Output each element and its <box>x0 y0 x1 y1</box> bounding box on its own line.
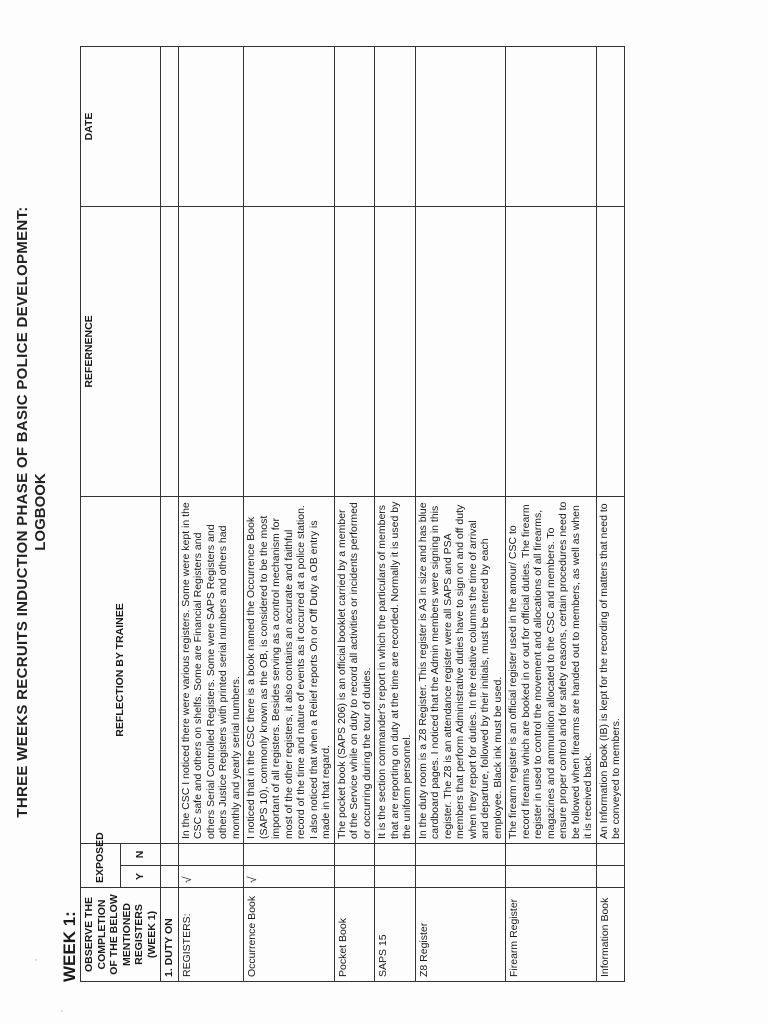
reference-cell <box>334 207 375 497</box>
logbook-table <box>80 46 625 982</box>
table-row <box>596 47 624 982</box>
reflection-text: In the CSC I noticed there were various registers. Some were kept in the CSC safe and others on shelfs. Some are Financial Registers and others Serial Controlled Registers. Some were SAPS Registers and others Justice Registers with printed serial numbers and others had monthly and yearly serial numbers. <box>178 497 244 844</box>
date-cell <box>415 47 506 207</box>
reference-cell <box>506 207 597 497</box>
register-name: Z8 Register <box>415 888 506 982</box>
no-header: N <box>121 844 161 866</box>
document-subtitle: LOGBOOK <box>32 473 49 551</box>
yes-cell <box>506 866 597 888</box>
yes-header: Y <box>121 866 161 888</box>
no-cell <box>334 844 375 866</box>
reflection-text: An Information Book (IB) is kept for the recording of matters that need to be conveyed to members. <box>596 497 624 844</box>
reflection-text: The pocket book (SAPS 206) is an official booklet carried by a member of the Service while on duty to record all activities or incidents performed or occurring during the tour of duties. <box>334 497 375 844</box>
table-row <box>415 47 506 982</box>
no-cell <box>415 844 506 866</box>
register-name: REGISTERS: <box>178 888 244 982</box>
exposed-header: EXPOSED <box>81 844 121 888</box>
yes-cell <box>334 866 375 888</box>
reference-header: REFERNENCE <box>81 207 161 497</box>
tick-mark: √ <box>178 866 244 888</box>
scan-speck: · <box>34 954 38 966</box>
yes-cell <box>596 866 624 888</box>
date-cell <box>178 47 244 207</box>
reflection-text: The firearm register is an official register used in the amour/ CSC to record firearms which are booked in or out for official duties. The firearm register in used to control the movement and allocations of all firearms, magazines and ammunition allocated to the CSC and members. To ensure proper control and for safety reasons, certain procedures need to be followed when firearms are handed out to members, as well as when it is received back. <box>506 497 597 844</box>
table-row <box>506 47 597 982</box>
register-name: Information Book <box>596 888 624 982</box>
reflection-text: In the duty room is a Z8 Register. This register is A3 in size and has blue cardboard pages. I noticed that the Admin members were signing in this register. The Z8 is an attendance register were all SAPS and PSA members that perform Administrative duties have to sign on and off duty when they report for duties. In the relative columns the time of arrival and departure, followed by their initials, must be entered by each employee. Black ink must be used. <box>415 497 506 844</box>
no-cell <box>596 844 624 866</box>
table-row <box>178 47 244 982</box>
table-row <box>244 47 335 982</box>
register-name: SAPS 15 <box>375 888 416 982</box>
reflection-text: It is the section commander's report in which the particulars of members that are reporting on duty at the time are recorded. Normally it is used by the uniform personnel. <box>375 497 416 844</box>
date-cell <box>596 47 624 207</box>
register-name: Firearm Register <box>506 888 597 982</box>
tick-mark: √ <box>244 866 335 888</box>
reference-cell <box>178 207 244 497</box>
no-cell <box>375 844 416 866</box>
reflection-text: I noticed that in the CSC there is a book named the Occurrence Book (SAPS 10), commonly known as the OB, is considered to be the most important of all registers. Besides serving as a control mechanism for most of the other registers, it also contains an accurate and faithful record of the time and nature of events as it occurred at a police station. I also noticed that when a Relief reports On or Off Duty a OB entry is made in that regard. <box>244 497 335 844</box>
table-row <box>375 47 416 982</box>
reflection-header: REFLECTION BY TRAINEE <box>81 497 161 844</box>
rotated-content <box>14 12 754 1012</box>
section-label: 1. DUTY ON <box>161 888 179 982</box>
reference-cell <box>375 207 416 497</box>
date-cell <box>334 47 375 207</box>
date-cell <box>375 47 416 207</box>
yes-cell <box>375 866 416 888</box>
date-cell <box>244 47 335 207</box>
reference-cell <box>415 207 506 497</box>
reference-cell <box>244 207 335 497</box>
register-name: Pocket Book <box>334 888 375 982</box>
observe-header: OBSERVE THE COMPLETION OF THE BELOW MENTIONED REGISTERS (WEEK 1) <box>81 888 161 982</box>
no-cell <box>244 844 335 866</box>
no-cell <box>178 844 244 866</box>
yes-cell <box>415 866 506 888</box>
week-label: WEEK 1: <box>60 911 79 982</box>
document-title: THREE WEEKS RECRUITS INDUCTION PHASE OF BASIC POLICE DEVELOPMENT: <box>14 206 31 818</box>
table-row <box>334 47 375 982</box>
reference-cell <box>596 207 624 497</box>
scan-speck: · <box>60 1005 64 1017</box>
date-cell <box>506 47 597 207</box>
date-header: DATE <box>81 47 161 207</box>
register-name: Occurrence Book <box>244 888 335 982</box>
section-row <box>161 47 179 982</box>
no-cell <box>506 844 597 866</box>
document-heading <box>14 42 50 982</box>
